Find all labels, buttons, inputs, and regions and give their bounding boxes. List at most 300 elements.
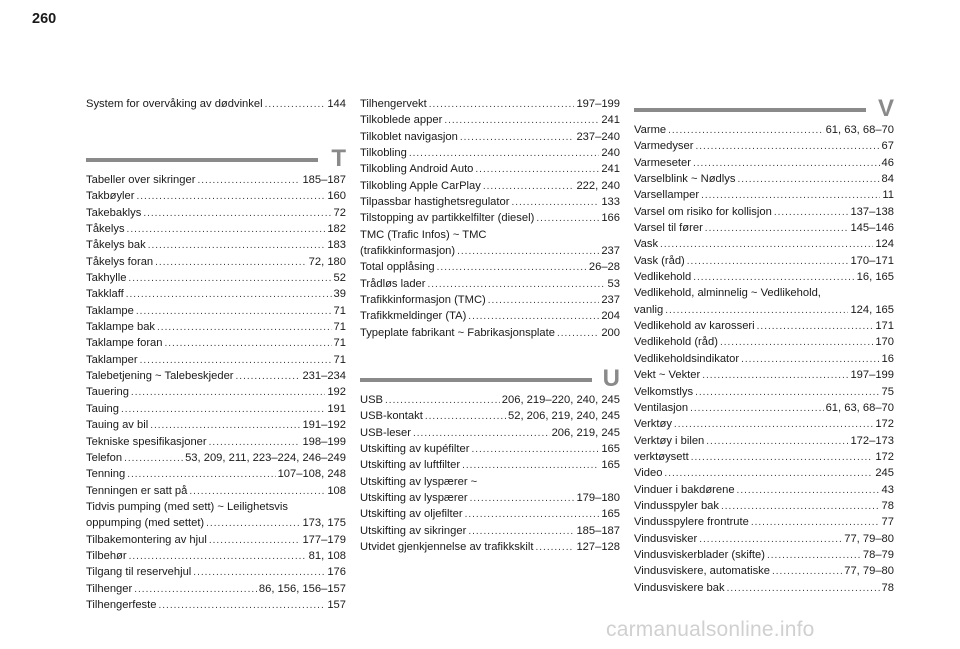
section-header-t <box>86 145 346 174</box>
entry-term: Tilbakemontering av hjul <box>86 533 207 546</box>
dot-leader <box>664 466 873 481</box>
dot-leader <box>699 532 842 547</box>
index-entry <box>86 548 346 564</box>
index-entry <box>86 466 346 482</box>
dot-leader <box>695 385 879 400</box>
entry-term: Tåkelys bak <box>86 239 146 252</box>
index-entry <box>634 220 894 236</box>
entry-term: TMC (Trafic Infos) ~ TMC <box>360 228 487 241</box>
index-entry <box>360 276 620 292</box>
dot-leader <box>126 287 332 302</box>
entry-term: Varmedyser <box>634 140 694 153</box>
index-entry <box>360 308 620 324</box>
entry-pages: 170–171 <box>850 254 894 267</box>
dot-leader <box>236 369 301 384</box>
dot-leader <box>695 139 879 154</box>
entry-pages: 237 <box>601 245 620 258</box>
entry-term: Varmeseter <box>634 156 691 169</box>
dot-leader <box>535 540 574 555</box>
entry-term: Verktøy <box>634 418 672 431</box>
entry-term: Tilbehør <box>86 549 127 562</box>
index-entry <box>634 318 894 334</box>
index-entry <box>634 334 894 350</box>
index-entry <box>86 270 346 286</box>
dot-leader <box>137 189 326 204</box>
dot-leader <box>737 483 880 498</box>
index-entry <box>86 286 346 302</box>
index-entry <box>86 483 346 499</box>
index-entry <box>86 205 346 221</box>
dot-leader <box>690 401 823 416</box>
index-entry <box>86 96 346 112</box>
entry-pages: 198–199 <box>302 435 346 448</box>
index-entry <box>360 539 620 555</box>
entry-pages: 191–192 <box>302 419 346 432</box>
entry-pages: 107–108, 248 <box>277 468 346 481</box>
index-entry <box>634 482 894 498</box>
entry-term: Trådløs lader <box>360 277 426 290</box>
dot-leader <box>468 524 574 539</box>
entry-pages: 197–199 <box>576 98 620 110</box>
index-entry <box>86 352 346 368</box>
index-entry <box>86 450 346 466</box>
entry-term: Tilkobling Android Auto <box>360 163 474 176</box>
entry-term: Utskifting av sikringer <box>360 524 467 537</box>
index-entry <box>360 506 620 522</box>
entry-term: Telefon <box>86 451 123 464</box>
entry-term: Vindusspyler bak <box>634 499 719 512</box>
entry-pages: 61, 63, 68–70 <box>825 124 894 136</box>
entry-pages: 191 <box>327 402 346 415</box>
entry-pages: 172 <box>875 418 894 431</box>
dot-leader <box>428 277 606 292</box>
section-letter: T <box>331 145 346 172</box>
entry-term: vanlig <box>634 303 664 316</box>
entry-pages: 52 <box>333 272 346 285</box>
entry-term: Tilhengerfeste <box>86 598 157 611</box>
entry-pages: 245 <box>875 467 894 480</box>
entry-pages: 206, 219, 245 <box>551 426 620 439</box>
entry-term: Tilstopping av partikkelfilter (diesel) <box>360 212 535 225</box>
entry-term: Taklampe bak <box>86 321 156 334</box>
index-entry <box>86 237 346 253</box>
entry-term: Verktøy i bilen <box>634 434 705 447</box>
dot-leader <box>720 335 873 350</box>
entry-term: USB <box>360 394 384 406</box>
index-entry <box>360 474 620 490</box>
entry-pages: 75 <box>881 385 894 398</box>
index-entry <box>634 171 894 187</box>
entry-pages: 124 <box>875 238 894 251</box>
section-letter: U <box>602 365 620 392</box>
entry-pages: 137–138 <box>850 205 894 218</box>
index-entry <box>634 384 894 400</box>
index-entry <box>634 433 894 449</box>
entry-pages: 77 <box>881 516 894 529</box>
index-entry <box>634 514 894 530</box>
index-entry <box>634 367 894 383</box>
index-entry <box>360 227 620 243</box>
entry-term: Vask (råd) <box>634 254 685 267</box>
entry-term: Vindusviskerblader (skifte) <box>634 548 765 561</box>
dot-leader <box>136 304 332 319</box>
entry-pages: 157 <box>327 598 346 611</box>
index-entry <box>634 465 894 481</box>
index-entry <box>634 269 894 285</box>
index-entry <box>360 490 620 506</box>
dot-leader <box>134 582 257 597</box>
entry-term: Vindusspylere frontrute <box>634 516 749 529</box>
index-entry <box>86 319 346 335</box>
index-entry <box>86 188 346 204</box>
dot-leader <box>148 238 326 253</box>
index-entry <box>360 112 620 128</box>
entry-term: Utskifting av lyspærer ~ <box>360 475 478 488</box>
index-entry <box>634 138 894 154</box>
dot-leader <box>772 564 842 579</box>
dot-leader <box>462 458 599 473</box>
entry-term: Velkomstlys <box>634 385 694 398</box>
index-entry <box>360 210 620 226</box>
index-entry <box>360 457 620 473</box>
section-rule <box>634 108 866 112</box>
entry-term: Takklaff <box>86 288 124 301</box>
dot-leader <box>668 123 823 138</box>
entry-term: Taklampe <box>86 304 134 317</box>
entry-pages: 86, 156, 156–157 <box>258 582 346 595</box>
index-entry-list <box>86 172 346 613</box>
dot-leader <box>488 293 600 308</box>
index-entry <box>86 597 346 613</box>
entry-term: Taklampe foran <box>86 337 163 350</box>
dot-leader <box>129 549 307 564</box>
index-entry-list <box>634 122 894 596</box>
entry-term: Total opplåsing <box>360 261 435 274</box>
dot-leader <box>706 434 848 449</box>
index-entry <box>634 155 894 171</box>
entry-term: Vedlikeholdsindikator <box>634 352 740 365</box>
index-entry <box>634 547 894 563</box>
index-entry <box>634 122 894 138</box>
section-rule <box>360 378 592 382</box>
entry-term: Vindusviskere, automatiske <box>634 565 770 578</box>
entry-term: oppumping (med settet) <box>86 517 205 530</box>
index-entry <box>634 416 894 432</box>
index-entry <box>634 351 894 367</box>
entry-pages: 241 <box>601 114 620 127</box>
entry-term: Tenning <box>86 468 126 481</box>
index-entry <box>360 292 620 308</box>
entry-pages: 200 <box>601 326 620 339</box>
dot-leader <box>457 244 599 259</box>
entry-term: Vindusviskere bak <box>634 581 725 594</box>
entry-pages: 72, 180 <box>308 255 346 268</box>
dot-leader <box>687 254 849 269</box>
entry-pages: 192 <box>327 386 346 399</box>
dot-leader <box>127 467 275 482</box>
entry-pages: 231–234 <box>302 370 346 383</box>
index-entry <box>634 449 894 465</box>
entry-term: Tenningen er satt på <box>86 484 188 497</box>
index-entry <box>634 580 894 596</box>
page-number: 260 <box>32 11 57 27</box>
dot-leader <box>193 565 325 580</box>
dot-leader <box>429 97 575 112</box>
dot-leader <box>127 222 326 237</box>
entry-term: Ventilasjon <box>634 401 689 414</box>
dot-leader <box>460 130 575 145</box>
entry-pages: 182 <box>327 223 346 236</box>
entry-pages: 172–173 <box>850 434 894 447</box>
index-entry <box>86 564 346 580</box>
entry-pages: 173, 175 <box>302 517 346 530</box>
index-entry <box>360 408 620 424</box>
dot-leader <box>483 179 575 194</box>
entry-pages: 53, 209, 211, 223–224, 246–249 <box>185 451 346 464</box>
entry-term: Tilkobling Apple CarPlay <box>360 179 481 192</box>
entry-pages: 171 <box>875 320 894 333</box>
dot-leader <box>124 451 183 466</box>
watermark: carmanualsonline.info <box>606 618 815 641</box>
entry-pages: 170 <box>875 336 894 349</box>
entry-term: Tekniske spesifikasjoner <box>86 435 207 448</box>
dot-leader <box>727 581 880 596</box>
entry-term: verktøysett <box>634 450 689 463</box>
section-letter: V <box>877 95 894 122</box>
entry-term: Utskifting av luftfilter <box>360 459 461 472</box>
entry-pages: 240 <box>601 147 620 160</box>
index-entry <box>86 515 346 531</box>
index-entry-list <box>360 392 620 555</box>
index-entry <box>86 401 346 417</box>
entry-pages: 144 <box>327 98 346 110</box>
entry-term: Varsel til fører <box>634 222 703 235</box>
entry-pages: 71 <box>333 353 346 366</box>
entry-pages: 237 <box>601 294 620 307</box>
index-entry-list <box>360 96 620 341</box>
entry-term: Takebaklys <box>86 206 142 219</box>
entry-term: Vekt ~ Vekter <box>634 369 701 382</box>
entry-pages: 165 <box>601 459 620 472</box>
entry-term: Vinduer i bakdørene <box>634 483 735 496</box>
entry-term: Tabeller over sikringer <box>86 174 196 186</box>
index-entry <box>86 532 346 548</box>
entry-pages: 16, 165 <box>856 271 894 284</box>
entry-pages: 124, 165 <box>850 303 894 316</box>
entry-term: Utskifting av lyspærer <box>360 492 468 505</box>
entry-term: Utskifting av oljefilter <box>360 508 463 521</box>
entry-term: Tauing <box>86 402 119 415</box>
entry-pages: 67 <box>881 140 894 153</box>
entry-pages: 204 <box>601 310 620 323</box>
dot-leader <box>757 319 874 334</box>
index-entry <box>634 302 894 318</box>
index-entry <box>634 498 894 514</box>
entry-term: Video <box>634 467 663 480</box>
index-entry <box>634 400 894 416</box>
entry-pages: 185–187 <box>576 524 620 537</box>
entry-term: Tåkelys <box>86 223 125 236</box>
dot-leader <box>437 260 587 275</box>
section-rule <box>86 158 318 162</box>
entry-pages: 43 <box>881 483 894 496</box>
entry-pages: 145–146 <box>850 222 894 235</box>
entry-pages: 179–180 <box>576 492 620 505</box>
dot-leader <box>189 484 325 499</box>
dot-leader <box>475 162 599 177</box>
dot-leader <box>265 97 326 112</box>
dot-leader <box>150 418 300 433</box>
entry-term: Tauing av bil <box>86 419 149 432</box>
entry-term: Tilhengervekt <box>360 98 427 110</box>
entry-term: Takhylle <box>86 272 127 285</box>
entry-pages: 183 <box>327 239 346 252</box>
entry-term: Tauering <box>86 386 129 399</box>
entry-pages: 72 <box>333 206 346 219</box>
entry-pages: 26–28 <box>588 261 620 274</box>
entry-pages: 127–128 <box>576 541 620 554</box>
dot-leader <box>158 598 325 613</box>
index-entry <box>86 254 346 270</box>
index-entry <box>360 161 620 177</box>
index-entry <box>86 417 346 433</box>
entry-pages: 176 <box>327 566 346 579</box>
index-entry <box>634 563 894 579</box>
entry-term: Utskifting av kupéfilter <box>360 443 470 456</box>
entry-term: Tidvis pumping (med sett) ~ Leilighetsvis <box>86 500 288 513</box>
dot-leader <box>471 442 599 457</box>
dot-leader <box>413 426 550 441</box>
entry-term: Tilhenger <box>86 582 133 595</box>
index-entry <box>86 384 346 400</box>
dot-leader <box>691 450 874 465</box>
dot-leader <box>155 255 307 270</box>
entry-term: Varsellamper <box>634 189 700 202</box>
dot-leader <box>557 326 599 341</box>
index-entry <box>86 172 346 188</box>
entry-term: Tilpassbar hastighetsregulator <box>360 196 510 209</box>
dot-leader <box>751 515 880 530</box>
entry-pages: 52, 206, 219, 240, 245 <box>508 410 620 423</box>
index-entry <box>86 303 346 319</box>
index-entry <box>360 425 620 441</box>
dot-leader <box>209 533 301 548</box>
index-entry <box>360 523 620 539</box>
entry-pages: 133 <box>601 196 620 209</box>
entry-pages: 61, 63, 68–70 <box>825 401 894 414</box>
entry-pages: 172 <box>875 450 894 463</box>
entry-pages: 160 <box>327 190 346 203</box>
index-entry <box>360 178 620 194</box>
entry-pages: 165 <box>601 508 620 521</box>
entry-term: Talebetjening ~ Talebeskjeder <box>86 370 234 383</box>
dot-leader <box>660 237 873 252</box>
entry-pages: 11 <box>882 189 894 202</box>
entry-term: Typeplate fabrikant ~ Fabrikasjonsplate <box>360 326 555 339</box>
entry-term: Vedlikehold, alminnelig ~ Vedlikehold, <box>634 287 821 300</box>
dot-leader <box>121 402 325 417</box>
dot-leader <box>470 491 575 506</box>
entry-term: USB-leser <box>360 426 411 439</box>
dot-leader <box>165 336 332 351</box>
entry-term: Vindusvisker <box>634 532 698 545</box>
index-entry <box>86 581 346 597</box>
entry-pages: 71 <box>333 337 346 350</box>
entry-pages: 241 <box>601 163 620 176</box>
dot-leader <box>425 409 506 424</box>
index-entry <box>360 129 620 145</box>
dot-leader <box>209 435 301 450</box>
entry-term: Utvidet gjenkjennelse av trafikkskilt <box>360 541 534 554</box>
section-header-u <box>360 365 620 394</box>
entry-term: Tåkelys foran <box>86 255 154 268</box>
dot-leader <box>409 146 599 161</box>
index-entry <box>86 499 346 515</box>
index-entry <box>86 434 346 450</box>
dot-leader <box>702 368 848 383</box>
entry-term: Vedlikehold <box>634 271 692 284</box>
entry-pages: 206, 219–220, 240, 245 <box>501 394 620 406</box>
entry-pages: 71 <box>333 321 346 334</box>
index-entry <box>360 392 620 408</box>
entry-term: System for overvåking av dødvinkel <box>86 98 263 110</box>
entry-pages: 237–240 <box>576 130 620 143</box>
index-entry <box>86 368 346 384</box>
index-entry <box>634 253 894 269</box>
dot-leader <box>536 211 599 226</box>
dot-leader <box>444 113 599 128</box>
index-entry <box>360 441 620 457</box>
dot-leader <box>701 188 880 203</box>
index-entry <box>634 187 894 203</box>
entry-pages: 71 <box>333 304 346 317</box>
dot-leader <box>774 205 849 220</box>
dot-leader <box>693 270 854 285</box>
dot-leader <box>140 353 332 368</box>
index-entry <box>360 259 620 275</box>
entry-term: Tilkobling <box>360 147 407 160</box>
dot-leader <box>693 156 880 171</box>
entry-term: Trafikkinformasjon (TMC) <box>360 294 486 307</box>
entry-term: Vedlikehold av karosseri <box>634 320 755 333</box>
dot-leader <box>705 221 849 236</box>
entry-term: Varsel om risiko for kollisjon <box>634 205 772 218</box>
entry-pages: 46 <box>881 156 894 169</box>
entry-term: Vedlikehold (råd) <box>634 336 718 349</box>
entry-term: Tilgang til reservehjul <box>86 566 192 579</box>
entry-pages: 185–187 <box>302 174 346 186</box>
dot-leader <box>674 417 873 432</box>
entry-pages: 77, 79–80 <box>844 565 894 578</box>
index-entry <box>86 335 346 351</box>
index-entry <box>86 221 346 237</box>
entry-term: Tilkoblet navigasjon <box>360 130 458 143</box>
entry-term: Taklamper <box>86 353 138 366</box>
entry-term: (trafikkinformasjon) <box>360 245 456 258</box>
entry-pages: 78 <box>881 581 894 594</box>
entry-pages: 84 <box>881 173 894 186</box>
dot-leader <box>206 516 300 531</box>
entry-pages: 108 <box>327 484 346 497</box>
entry-pages: 78–79 <box>862 548 894 561</box>
dot-leader <box>385 393 500 408</box>
entry-pages: 177–179 <box>302 533 346 546</box>
entry-term: Trafikkmeldinger (TA) <box>360 310 467 323</box>
dot-leader <box>741 352 879 367</box>
dot-leader <box>468 309 599 324</box>
entry-pages: 165 <box>601 443 620 456</box>
entry-term: Vask <box>634 238 659 251</box>
